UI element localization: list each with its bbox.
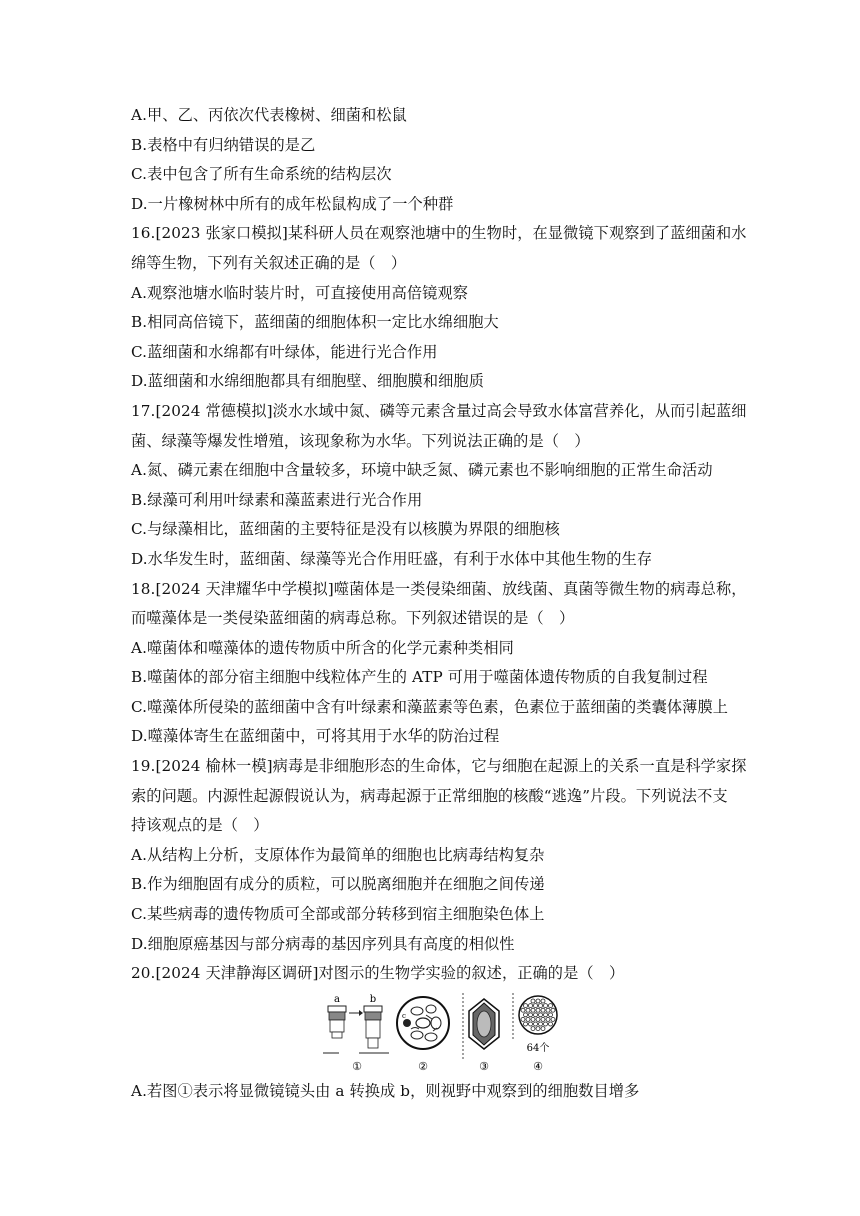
q17-stem-line-2: 菌、绿藻等爆发性增殖，该现象称为水华。下列说法正确的是（ ） bbox=[131, 431, 590, 450]
q17-option-d: D.水华发生时，蓝细菌、绿藻等光合作用旺盛，有利于水体中其他生物的生存 bbox=[131, 549, 653, 568]
svg-text:c: c bbox=[402, 1011, 406, 1020]
panel-number-4: ④ bbox=[533, 1059, 543, 1073]
q15-option-a: A.甲、乙、丙依次代表橡树、细菌和松鼠 bbox=[131, 106, 407, 124]
q15-option-c: C.表中包含了所有生命系统的结构层次 bbox=[131, 165, 392, 184]
cell-count-field-illustration bbox=[511, 993, 561, 1075]
objective-lens-illustration bbox=[323, 993, 391, 1075]
plant-cell-illustration bbox=[461, 993, 507, 1075]
page-content bbox=[131, 101, 747, 1106]
q18-option-c: C.噬藻体所侵染的蓝细菌中含有叶绿素和藻蓝素等色素，色素位于蓝细菌的类囊体薄膜上 bbox=[131, 697, 729, 716]
q19-stem-line-2: 索的问题。内源性起源假说认为，病毒起源于正常细胞的核酸“逃逸”片段。下列说法不支 bbox=[131, 786, 728, 805]
q19-option-d: D.细胞原癌基因与部分病毒的基因序列具有高度的相似性 bbox=[131, 934, 515, 953]
q17-option-b: B.绿藻可利用叶绿素和藻蓝素进行光合作用 bbox=[131, 490, 423, 509]
q19-stem-line-1: 19.[2024 榆林一模]病毒是非细胞形态的生命体，它与细胞在起源上的关系一直是科学家探 bbox=[131, 757, 747, 776]
q15-option-b: B.表格中有归纳错误的是乙 bbox=[131, 135, 316, 154]
panel-number-3: ③ bbox=[479, 1059, 489, 1073]
q15-option-d: D.一片橡树林中所有的成年松鼠构成了一个种群 bbox=[131, 194, 454, 213]
q19-option-c: C.某些病毒的遗传物质可全部或部分转移到宿主细胞染色体上 bbox=[131, 905, 545, 924]
q17-stem-line-1: 17.[2024 常德模拟]淡水水域中氮、磷等元素含量过高会导致水体富营养化，从而引起蓝细 bbox=[131, 401, 747, 420]
q16-option-a: A.观察池塘水临时装片时，可直接使用高倍镜观察 bbox=[131, 283, 469, 302]
lens-label-a: a bbox=[334, 993, 340, 1005]
q19-stem-line-3: 持该观点的是（ ） bbox=[131, 816, 269, 835]
q18-option-a: A.噬菌体和噬藻体的遗传物质中所含的化学元素种类相同 bbox=[131, 638, 514, 657]
q20-option-a: A.若图①表示将显微镜镜头由 a 转换成 b，则视野中观察到的细胞数目增多 bbox=[131, 1081, 640, 1100]
lens-label-b: b bbox=[369, 993, 377, 1005]
q20-figure bbox=[131, 993, 731, 1075]
q16-stem-line-2: 绵等生物，下列有关叙述正确的是（ ） bbox=[131, 253, 407, 272]
panel-number-2: ② bbox=[418, 1059, 428, 1073]
q18-option-d: D.噬藻体寄生在蓝细菌中，可将其用于水华的防治过程 bbox=[131, 727, 500, 746]
microscope-field-illustration bbox=[393, 993, 453, 1075]
q18-stem-line-1: 18.[2024 天津耀华中学模拟]噬菌体是一类侵染细菌、放线菌、真菌等微生物的病毒总称， bbox=[131, 579, 747, 598]
q20-stem-line-1: 20.[2024 天津静海区调研]对图示的生物学实验的叙述，正确的是（ ） bbox=[131, 964, 625, 983]
q16-option-c: C.蓝细菌和水绵都有叶绿体，能进行光合作用 bbox=[131, 342, 438, 361]
q16-stem-line-1: 16.[2023 张家口模拟]某科研人员在观察池塘中的生物时，在显微镜下观察到了蓝细菌和水 bbox=[131, 224, 747, 243]
q16-option-b: B.相同高倍镜下，蓝细菌的细胞体积一定比水绵细胞大 bbox=[131, 313, 499, 332]
panel-number-1: ① bbox=[352, 1059, 362, 1073]
q19-option-a: A.从结构上分析，支原体作为最简单的细胞也比病毒结构复杂 bbox=[131, 845, 545, 864]
cell-count-label: 64个 bbox=[526, 1042, 550, 1054]
q18-option-b: B.噬菌体的部分宿主细胞中线粒体产生的 ATP 可用于噬菌体遗传物质的自我复制过程 bbox=[131, 668, 708, 687]
q18-stem-line-2: 而噬藻体是一类侵染蓝细菌的病毒总称。下列叙述错误的是（ ） bbox=[131, 609, 575, 628]
q17-option-c: C.与绿藻相比，蓝细菌的主要特征是没有以核膜为界限的细胞核 bbox=[131, 520, 560, 539]
q19-option-b: B.作为细胞固有成分的质粒，可以脱离细胞并在细胞之间传递 bbox=[131, 875, 545, 894]
q16-option-d: D.蓝细菌和水绵细胞都具有细胞壁、细胞膜和细胞质 bbox=[131, 372, 484, 391]
q17-option-a: A.氮、磷元素在细胞中含量较多，环境中缺乏氮、磷元素也不影响细胞的正常生命活动 bbox=[131, 461, 713, 480]
